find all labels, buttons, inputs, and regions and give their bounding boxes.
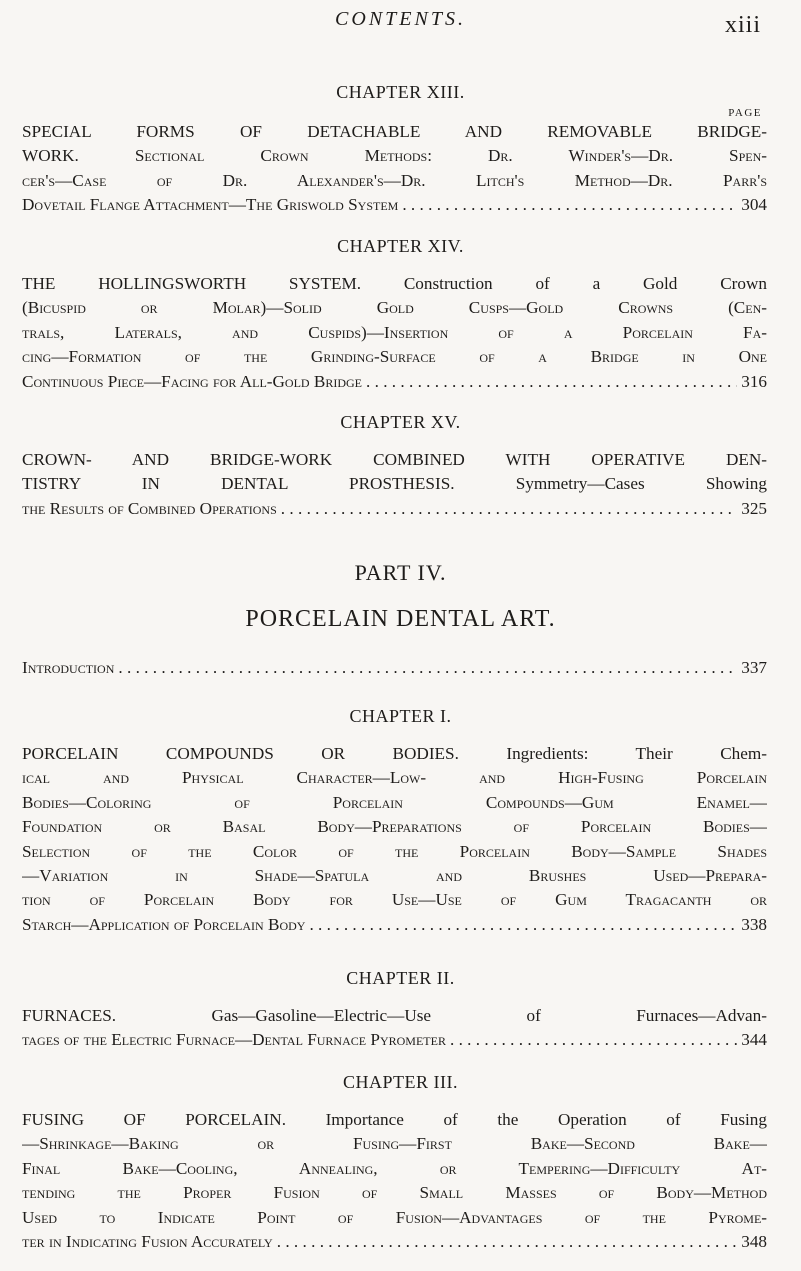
dot-leader [277, 1230, 737, 1254]
dot-leader [450, 1028, 737, 1052]
entry-line: PORCELAIN COMPOUNDS OR BODIES. Ingredients: Their Chem- [22, 744, 767, 763]
entry-line: —Shrinkage—Baking or Fusing—First Bake—Second Bake— [22, 1134, 767, 1154]
entry-line: tages of the Electric Furnace—Dental Furnace Pyrometer [22, 1030, 446, 1050]
dot-leader [281, 497, 737, 521]
entry-line: Bodies—Coloring of Porcelain Compounds—Gum Enamel— [22, 792, 767, 812]
entry-last-line [22, 193, 767, 217]
entry-line: ical and Physical Character—Low- and High-Fusing Porcelain [22, 768, 767, 788]
part-subtitle: PORCELAIN DENTAL ART. [245, 606, 556, 632]
entry-line: tending the Proper Fusion of Small Masses of Body—Method [22, 1183, 767, 1203]
page-number: xiii [724, 12, 761, 38]
entry-line: Used to Indicate Point of Fusion—Advantages of the Pyrome- [22, 1207, 767, 1227]
entry-line: CROWN- AND BRIDGE-WORK COMBINED WITH OPERATIVE DEN- [22, 450, 767, 469]
entry-page-number: 348 [741, 1232, 767, 1252]
entry-last-line [22, 1230, 767, 1254]
entry-last-line [22, 656, 767, 680]
entry-page-number: 325 [741, 498, 767, 518]
toc-entry [22, 742, 767, 937]
entry-last-line [22, 1028, 767, 1052]
toc-entry [22, 1108, 767, 1254]
entry-line: tion of Porcelain Body for Use—Use of Gum Tragacanth or [22, 890, 767, 910]
introduction-entry [22, 656, 767, 680]
entry-line: FUSING OF PORCELAIN. Importance of the Operation of Fusing [22, 1110, 767, 1129]
entry-line: (Bicuspid or Molar)—Solid Gold Cusps—Gold Crowns (Cen- [22, 298, 767, 318]
dot-leader [309, 913, 737, 937]
entry-line: —Variation in Shade—Spatula and Brushes Used—Prepara- [22, 866, 767, 886]
entry-line: ter in Indicating Fusion Accurately [22, 1232, 273, 1252]
entry-line: SPECIAL FORMS OF DETACHABLE AND REMOVABLE BRIDGE- [22, 122, 767, 141]
entry-line: the Results of Combined Operations [22, 498, 277, 518]
dot-leader [402, 193, 737, 217]
entry-line: Foundation or Basal Body—Preparations of Porcelain Bodies— [22, 817, 767, 837]
chapter-heading: CHAPTER XIII. [336, 82, 465, 102]
entry-line: Continuous Piece—Facing for All-Gold Bridge [22, 371, 363, 391]
entry-page-number: 316 [741, 371, 767, 391]
introduction-label: Introduction [22, 658, 115, 677]
entry-line: TISTRY IN DENTAL PROSTHESIS. Symmetry—Cases Showing [22, 474, 767, 494]
chapter-heading: CHAPTER III. [343, 1072, 458, 1092]
toc-entry [22, 120, 767, 218]
entry-line: THE HOLLINGSWORTH SYSTEM. Construction of a Gold Crown [22, 274, 767, 293]
dot-leader [118, 656, 737, 680]
toc-entry [22, 1004, 767, 1053]
entry-page-number: 344 [741, 1030, 767, 1050]
entry-page-number: 338 [741, 914, 767, 934]
entry-line: cer's—Case of Dr. Alexander's—Dr. Litch's Method—Dr. Parr's [22, 170, 767, 190]
entry-line: Starch—Application of Porcelain Body [22, 914, 306, 934]
entry-line: FURNACES. Gas—Gasoline—Electric—Use of Furnaces—Advan- [22, 1006, 767, 1025]
entry-line: Dovetail Flange Attachment—The Griswold System [22, 195, 399, 215]
entry-last-line [22, 370, 767, 394]
entry-last-line [22, 913, 767, 937]
entry-page-number: 337 [741, 658, 767, 677]
running-head [0, 6, 801, 36]
entry-line: cing—Formation of the Grinding-Surface of a Bridge in One [22, 347, 767, 367]
entry-line: Selection of the Color of the Porcelain Body—Sample Shades [22, 841, 767, 861]
entry-page-number: 304 [741, 195, 767, 215]
chapter-heading: CHAPTER XV. [340, 412, 461, 432]
entry-last-line [22, 497, 767, 521]
part-heading: PART IV. [354, 560, 447, 585]
toc-entry [22, 272, 767, 394]
chapter-heading: CHAPTER I. [349, 706, 452, 726]
entry-line: Final Bake—Cooling, Annealing, or Tempering—Difficulty At- [22, 1158, 767, 1178]
chapter-heading: CHAPTER II. [346, 968, 455, 988]
chapter-heading: CHAPTER XIV. [337, 236, 464, 256]
page-column-label: PAGE [728, 107, 762, 119]
entry-line: WORK. Sectional Crown Methods: Dr. Winder's—Dr. Spen- [22, 146, 767, 166]
dot-leader [366, 370, 737, 394]
toc-entry [22, 448, 767, 521]
running-title: CONTENTS. [335, 8, 466, 30]
entry-line: trals, Laterals, and Cuspids)—Insertion of a Porcelain Fa- [22, 322, 767, 342]
